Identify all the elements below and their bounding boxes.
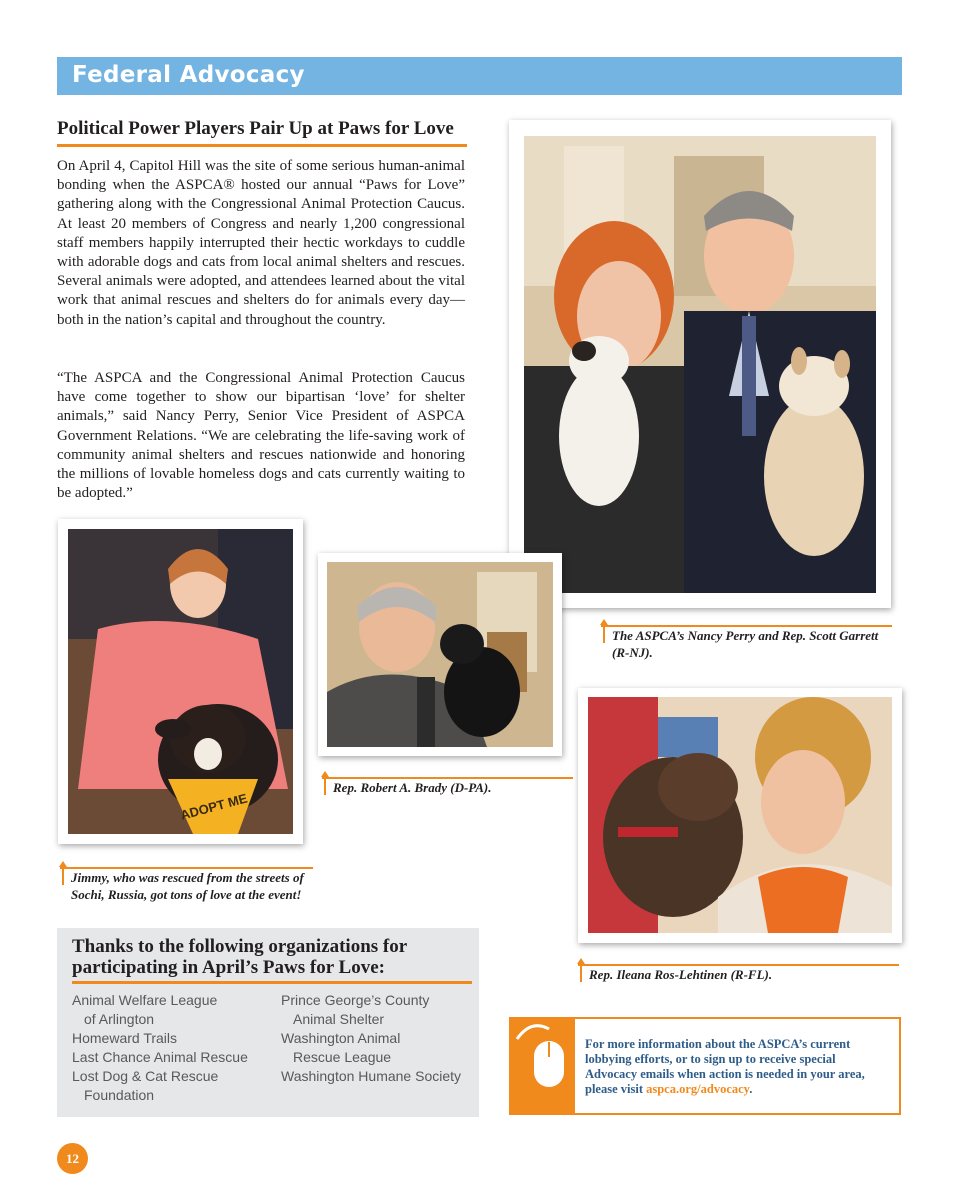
bandana-text: ADOPT ME <box>178 790 249 823</box>
thanks-title: Thanks to the following organizations for participating in April’s Paws for Love: <box>72 936 472 984</box>
section-banner <box>57 57 902 95</box>
photo-brady <box>318 553 562 756</box>
caption-brady: Rep. Robert A. Brady (D-PA). <box>322 777 573 796</box>
caption-perry-garrett: The ASPCA’s Nancy Perry and Rep. Scott Garrett (R-NJ). <box>601 625 892 661</box>
org-item <box>72 1029 272 1048</box>
org-item <box>72 1067 272 1105</box>
info-text <box>585 1037 890 1097</box>
org-line: of Arlington <box>84 1011 155 1027</box>
org-item <box>281 991 471 1029</box>
photo-perry-garrett <box>509 120 891 608</box>
org-line: Animal Welfare League <box>72 992 218 1008</box>
caption-jimmy: Jimmy, who was rescued from the streets of Sochi, Russia, got tons of love at the event! <box>60 867 313 903</box>
org-line: Washington Animal <box>281 1030 401 1046</box>
org-item <box>72 991 272 1029</box>
org-line: Prince George’s County <box>281 992 430 1008</box>
caption-ros-lehtinen: Rep. Ileana Ros-Lehtinen (R-FL). <box>578 964 899 983</box>
org-line: Homeward Trails <box>72 1030 178 1046</box>
org-item <box>281 1067 471 1086</box>
article-paragraph-1: On April 4, Capitol Hill was the site of some serious human-animal bonding when the ASPCA® hosted our annual “Paws for Love” gathering along with the Congressional Animal Protection Caucus. At least 20 members of Congress and nearly 1,200 congressional staff members happily interrupted their hectic workdays to cuddle with adorable dogs and cats from local animal shelters and rescues. Several animals were adopted, and attendees learned about the vital work that animal rescues and shelters do for animals every day—both in the nation’s capital and throughout the country. <box>57 158 465 328</box>
article-headline: Political Power Players Pair Up at Paws for Love <box>57 116 467 147</box>
page-number: 12 <box>57 1143 88 1174</box>
org-line: Animal Shelter <box>293 1011 385 1027</box>
article-paragraph-2: “The ASPCA and the Congressional Animal Protection Caucus have come together to show our bipartisan ‘love’ for shelter animals,” said Nancy Perry, Senior Vice President of ASPCA Government Relations. “We are celebrating the life-saving work of community animal shelters and rescues nationwide and honoring the millions of lovable homeless dogs and cats currently waiting to be adopted.” <box>57 370 465 502</box>
section-title: Federal Advocacy <box>72 62 305 88</box>
advocacy-info-box <box>509 1017 901 1115</box>
org-list-column-2 <box>281 991 471 1086</box>
photo-ros-lehtinen-image <box>588 697 892 933</box>
org-line: Lost Dog & Cat Rescue <box>72 1068 219 1084</box>
info-accent-panel <box>511 1019 575 1113</box>
org-line: Foundation <box>84 1087 155 1103</box>
mouse-icon <box>511 1019 575 1113</box>
org-line: Last Chance Animal Rescue <box>72 1049 248 1065</box>
info-body-text: For more information about the ASPCA’s current lobbying efforts, or to sign up to receive special Advocacy emails when action is needed in your area, please visit <box>585 1037 865 1096</box>
org-item <box>72 1048 272 1067</box>
thanks-box <box>57 928 479 1117</box>
org-line: Rescue League <box>293 1049 392 1065</box>
photo-perry-garrett-image <box>524 136 876 593</box>
photo-ros-lehtinen <box>578 688 902 943</box>
info-period: . <box>749 1082 753 1096</box>
photo-jimmy-image <box>68 529 293 834</box>
org-line: Washington Humane Society <box>281 1068 462 1084</box>
photo-brady-image <box>327 562 553 747</box>
org-item <box>281 1029 471 1067</box>
org-list-column-1 <box>72 991 272 1105</box>
photo-jimmy <box>58 519 303 844</box>
advocacy-link[interactable]: aspca.org/advocacy <box>646 1082 750 1096</box>
